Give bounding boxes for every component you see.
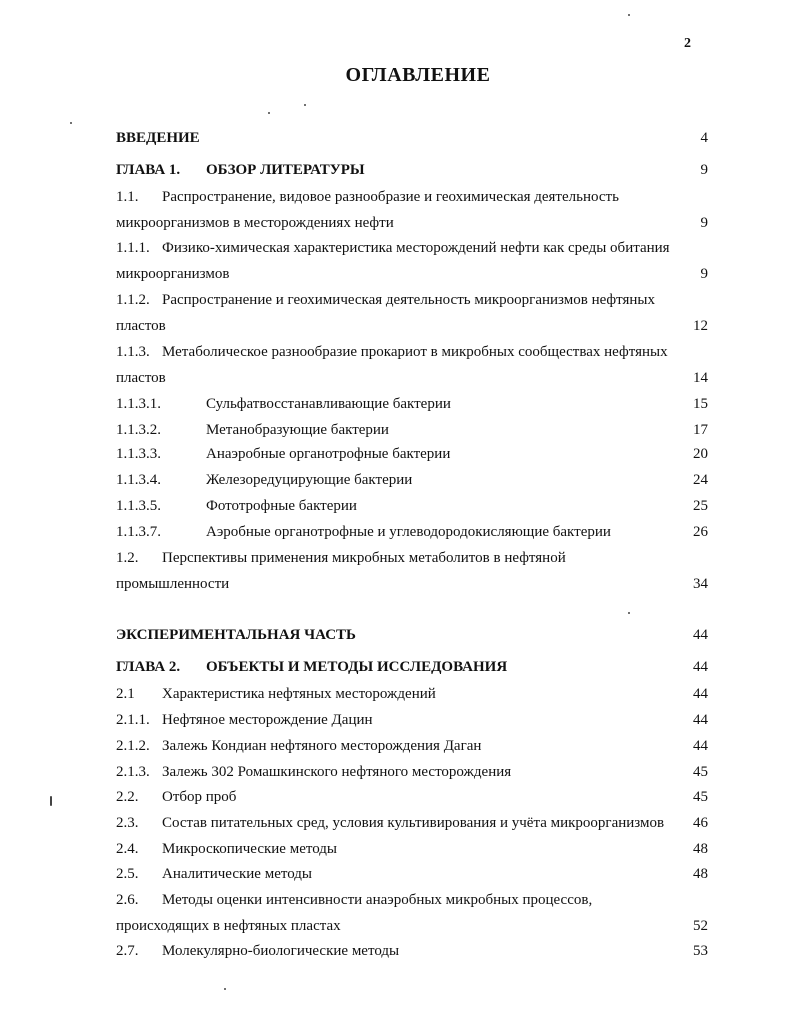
toc-entry-title: Отбор проб (162, 789, 237, 805)
toc-entry-title: Распространение и геохимическая деятельность микроорганизмов нефтяных (162, 292, 656, 308)
toc-entry-page: 34 (693, 576, 708, 592)
toc-entry-number: 1.1.3.7. (116, 524, 161, 540)
scan-speck (50, 796, 52, 806)
toc-entry-number: 2.1.3. (116, 764, 150, 780)
toc-entry-title: Методы оценки интенсивности анаэробных микробных процессов, (162, 892, 593, 908)
toc-entry-page: 48 (693, 841, 708, 857)
toc-entry-number: 2.3. (116, 815, 139, 831)
toc-entry-title: Микроскопические методы (162, 841, 338, 857)
toc-entry-page: 9 (700, 162, 708, 178)
toc-entry-page: 46 (693, 815, 708, 831)
toc-entry-page: 45 (693, 764, 708, 780)
toc-entry-page: 14 (693, 370, 708, 386)
toc-entry-number: 2.1.2. (116, 738, 150, 754)
toc-entry-page: 25 (693, 498, 708, 514)
toc-entry-page: 44 (693, 627, 708, 643)
toc-entry-title: Залежь 302 Ромашкинского нефтяного месторождения (162, 764, 512, 780)
toc-entry-number: 1.2. (116, 550, 139, 566)
toc-entry-continuation: микроорганизмов (116, 266, 230, 282)
toc-entry-title: Фототрофные бактерии (206, 498, 357, 514)
toc-entry-page: 4 (700, 130, 708, 146)
toc-entry-number: 1.1.3. (116, 344, 150, 360)
toc-entry-number: 2.7. (116, 943, 139, 959)
toc-entry-title: Сульфатвосстанавливающие бактерии (206, 396, 451, 412)
toc-entry-title: ЭКСПЕРИМЕНТАЛЬНАЯ ЧАСТЬ (116, 627, 356, 643)
toc-entry-title: Распространение, видовое разнообразие и геохимическая деятельность (162, 189, 619, 205)
scan-speck (70, 122, 72, 124)
toc-entry-continuation: происходящих в нефтяных пластах (116, 918, 341, 934)
toc-entry-page: 9 (700, 266, 708, 282)
toc-entry-number: 1.1.3.2. (116, 422, 161, 438)
toc-entry-page: 24 (693, 472, 708, 488)
toc-entry-continuation: микроорганизмов в месторождениях нефти (116, 215, 394, 231)
toc-entry-title: Анаэробные органотрофные бактерии (206, 446, 451, 462)
toc-entry-page: 9 (700, 215, 708, 231)
toc-entry-title: ВВЕДЕНИЕ (116, 130, 200, 146)
toc-entry-page: 44 (693, 659, 708, 675)
toc-entry-page: 15 (693, 396, 708, 412)
toc-entry-title: Перспективы применения микробных метаболитов в нефтяной (162, 550, 566, 566)
page-number: 2 (684, 36, 691, 51)
toc-entry-title: Метанобразующие бактерии (206, 422, 389, 438)
toc-entry-number: 1.1.3.5. (116, 498, 161, 514)
toc-entry-number: 2.6. (116, 892, 139, 908)
toc-entry-number: 2.1.1. (116, 712, 150, 728)
toc-entry-page: 26 (693, 524, 708, 540)
toc-entry-number: 1.1.3.1. (116, 396, 161, 412)
toc-entry-title: ОБЗОР ЛИТЕРАТУРЫ (206, 162, 365, 178)
scan-speck (224, 988, 226, 990)
toc-entry-page: 48 (693, 866, 708, 882)
toc-entry-number: 2.2. (116, 789, 139, 805)
toc-entry-title: ОБЪЕКТЫ И МЕТОДЫ ИССЛЕДОВАНИЯ (206, 659, 508, 675)
toc-entry-page: 12 (693, 318, 708, 334)
toc-entry-number: ГЛАВА 2. (116, 659, 181, 675)
toc-entry-page: 20 (693, 446, 708, 462)
toc-entry-number: 1.1.1. (116, 240, 150, 256)
toc-entry-title: Метаболическое разнообразие прокариот в микробных сообществах нефтяных (162, 344, 668, 360)
toc-entry-continuation: пластов (116, 318, 166, 334)
toc-entry-number: 2.1 (116, 686, 135, 702)
toc-entry-number: 1.1.3.3. (116, 446, 161, 462)
toc-entry-number: 2.5. (116, 866, 139, 882)
toc-entry-title: Аналитические методы (162, 866, 312, 882)
toc-entry-page: 44 (693, 738, 708, 754)
toc-entry-title: Характеристика нефтяных месторождений (162, 686, 436, 702)
toc-entry-continuation: промышленности (116, 576, 230, 592)
toc-entry-page: 44 (693, 712, 708, 728)
toc-entry-number: 1.1. (116, 189, 139, 205)
toc-entry-title: Железоредуцирующие бактерии (206, 472, 413, 488)
toc-entry-title: Нефтяное месторождение Дацин (162, 712, 373, 728)
scan-speck (268, 112, 270, 114)
toc-entry-page: 17 (693, 422, 708, 438)
toc-entry-number: ГЛАВА 1. (116, 162, 181, 178)
toc-entry-number: 1.1.3.4. (116, 472, 161, 488)
toc-entry-number: 1.1.2. (116, 292, 150, 308)
toc-entry-title: Залежь Кондиан нефтяного месторождения Даган (162, 738, 482, 754)
toc-entry-page: 53 (693, 943, 708, 959)
toc-entry-continuation: пластов (116, 370, 166, 386)
scan-speck (628, 14, 630, 16)
toc-entry-title: Состав питательных сред, условия культивирования и учёта микроорганизмов (162, 815, 665, 831)
toc-entry-title: Физико-химическая характеристика месторождений нефти как среды обитания (162, 240, 670, 256)
toc-entry-page: 52 (693, 918, 708, 934)
toc-entry-page: 44 (693, 686, 708, 702)
toc-entry-page: 45 (693, 789, 708, 805)
toc-entry-title: Аэробные органотрофные и углеводородокисляющие бактерии (206, 524, 611, 540)
toc-entry-number: 2.4. (116, 841, 139, 857)
scan-speck (628, 612, 630, 614)
page-title: ОГЛАВЛЕНИЕ (345, 64, 491, 86)
scan-speck (304, 104, 306, 106)
toc-entry-title: Молекулярно-биологические методы (162, 943, 400, 959)
